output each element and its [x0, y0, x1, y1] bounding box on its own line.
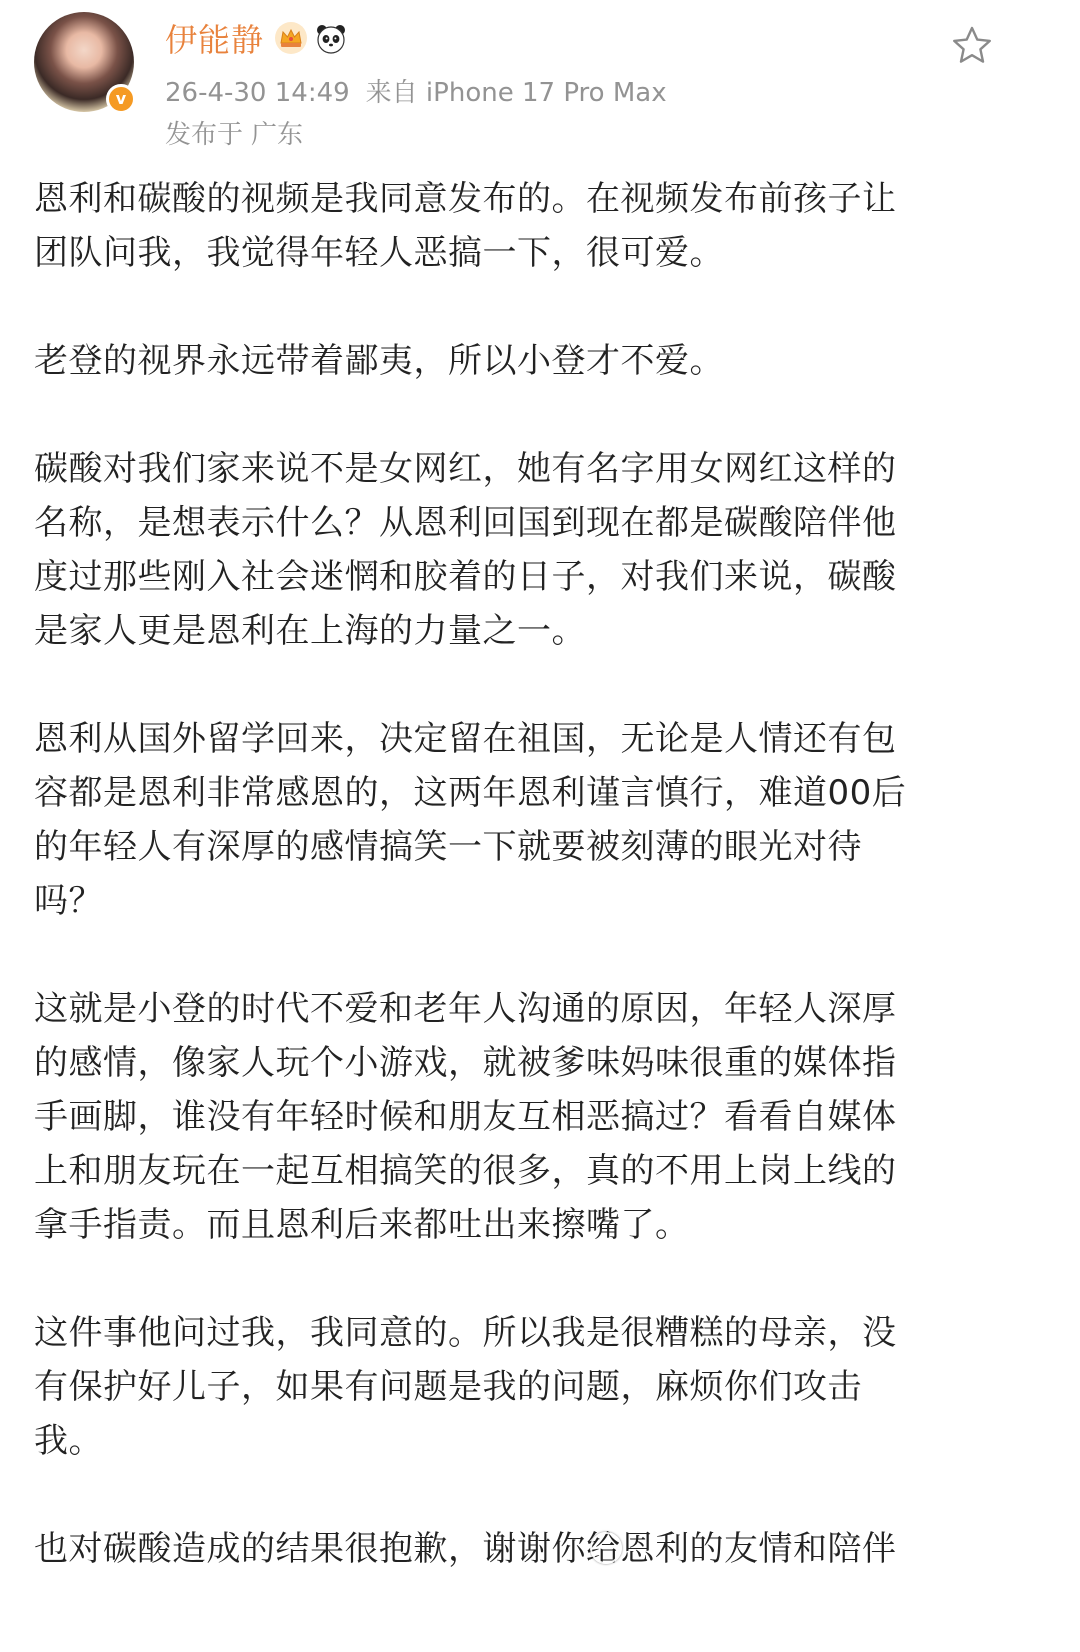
post-paragraph: 也对碳酸造成的结果很抱歉，谢谢你给恩利的友情和陪伴: [34, 1529, 897, 1569]
post-body: [34, 172, 984, 1576]
crown-icon: [274, 21, 308, 55]
verified-badge-icon: v: [106, 84, 136, 114]
post-datetime: 26-4-30 14:49: [165, 78, 350, 108]
watermark: [590, 1518, 920, 1578]
post-source: 来自 iPhone 17 Pro Max: [365, 78, 667, 108]
post-paragraph: 这件事他问过我，我同意的。所以我是很糟糕的母亲，没 有保护好儿子，如果有问题是我的问题，麻烦你们攻击 我。: [34, 1313, 897, 1461]
user-name[interactable]: 伊能静: [165, 21, 265, 59]
panda-icon: [314, 21, 348, 55]
location-prefix: 发布于: [165, 120, 244, 150]
watermark-logo-icon: [590, 1532, 622, 1564]
post-paragraph: 老登的视界永远带着鄙夷，所以小登才不爱。: [34, 341, 724, 381]
post-paragraph: 恩利和碳酸的视频是我同意发布的。在视频发布前孩子让 团队问我，我觉得年轻人恶搞一下，很可爱。: [34, 179, 897, 273]
post-header: [0, 0, 1080, 160]
favorite-star-icon[interactable]: [950, 24, 994, 68]
post-paragraph: 碳酸对我们家来说不是女网红，她有名字用女网红这样的 名称，是想表示什么？从恩利回国到现在都是碳酸陪伴他 度过那些刚入社会迷惘和胶着的日子，对我们来说，碳酸 是家人更是恩利在上海的力量之一。: [34, 449, 897, 651]
location-value: 广东: [251, 120, 304, 150]
post-meta: [165, 72, 667, 109]
post-paragraph: 这就是小登的时代不爱和老年人沟通的原因，年轻人深厚 的感情，像家人玩个小游戏，就被爹味妈味很重的媒体指 手画脚，谁没有年轻时候和朋友互相恶搞过？看看自媒体 上和朋友玩在一起互相搞笑的很多，真的不用上岗上线的 拿手指责。而且恩利后来都吐出来擦嘴了。: [34, 989, 897, 1245]
user-name-row: [165, 16, 348, 60]
post-paragraph: 恩利从国外留学回来，决定留在祖国，无论是人情还有包 容都是恩利非常感恩的，这两年恩利谨言慎行，难道00后 的年轻人有深厚的感情搞笑一下就要被刻薄的眼光对待 吗？: [34, 719, 907, 921]
avatar[interactable]: [34, 12, 134, 112]
post-location: [165, 114, 303, 151]
